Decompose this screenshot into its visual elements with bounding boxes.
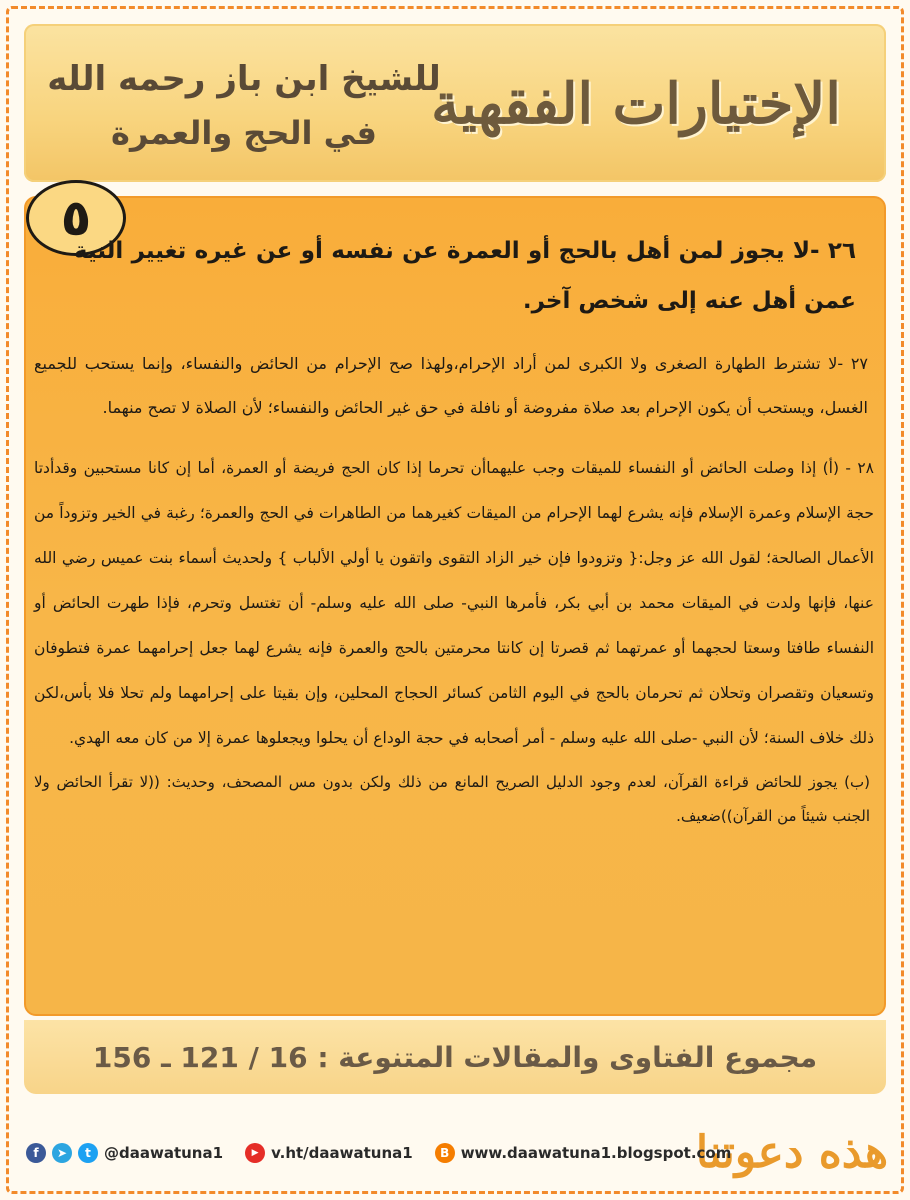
blogger-icon[interactable]: B bbox=[435, 1143, 455, 1163]
subtitle-line1: للشيخ ابن باز رحمه الله bbox=[47, 59, 441, 99]
paragraph-28: ٢٨ - (أ) إذا وصلت الحائض أو النفساء للميقات وجب عليهماأن تحرما إذا كان الحج فريضة أو العمرة، أما إن كانا مستحبين وقدأدتا حجة الإسلام وعمرة الإسلام فإنه يشرع لهما الإحرام من الميقات كغيرهما من الطاهرات في الحج والعمرة؛ رغبة في الخير وتزوداً من الأعمال الصالحة؛ لقول الله عز وجل:{ وتزودوا فإن خير الزاد التقوى واتقون يا أولي الألباب } ولحديث أسماء بنت عميس رضي الله عنها، فإنها ولدت في الميقات محمد بن أبي بكر، فأمرها النبي- صلى الله عليه وسلم- أن تغتسل وتحرم، فإذا طهرت الحائض أو النفساء طافتا وسعتا لحجهما أو عمرتهما ثم قصرتا إن كانتا محرمتين بالحج والعمرة فإنه يشرع لهما جعل إحرامهما عمرة فتطوفان وتسعيان وتقصران وتحلان ثم تحرمان بالحج في اليوم الثامن كسائر الحجاج المحلين، وإن بقيتا على إحرامهما ولم تحلا فلا بأس،لكن ذلك خلاف السنة؛ لأن النبي -صلى الله عليه وسلم - أمر أصحابه في حجة الوداع أن يحلوا ويجعلوها عمرة إلا من كان معه الهدي. bbox=[34, 459, 874, 747]
paragraph-26: ٢٦ -لا يجوز لمن أهل بالحج أو العمرة عن نفسه أو عن غيره تغيير النية عمن أهل عنه إلى شخص آخر. bbox=[74, 238, 856, 314]
reference-text: مجموع الفتاوى والمقالات المتنوعة : 16 / 121 ـ 156 bbox=[92, 1040, 818, 1074]
paragraph-28b: (ب) يجوز للحائض قراءة القرآن، لعدم وجود الدليل الصريح المانع من ذلك ولكن بدون مس المصحف، وحديث: ((لا تقرأ الحائض ولا الجنب شيئاً من القرآن))ضعيف. bbox=[34, 773, 870, 825]
paragraph-27: ٢٧ -لا تشترط الطهارة الصغرى ولا الكبرى لمن أراد الإحرام،ولهذا صح الإحرام من الحائض والنفساء، وإنما يستحب للجميع الغسل، ويستحب أن يكون الإحرام بعد صلاة مفروضة أو نافلة في حق غير الحائض والنفساء؛ لأن الصلاة لا تصح منهما. bbox=[34, 354, 868, 417]
header-banner bbox=[24, 24, 886, 182]
facebook-icon[interactable]: f bbox=[26, 1143, 46, 1163]
blog-link[interactable]: www.daawatuna1.blogspot.com bbox=[460, 1144, 732, 1162]
telegram-icon[interactable]: ➤ bbox=[52, 1143, 72, 1163]
social-links bbox=[26, 1140, 731, 1166]
youtube-icon[interactable]: ▶ bbox=[245, 1143, 265, 1163]
page-title: الإختيارات الفقهية bbox=[431, 71, 841, 137]
fatwa-content bbox=[34, 226, 874, 833]
logo-text: هذه دعوتنا bbox=[695, 1126, 889, 1178]
header-subtitle bbox=[44, 54, 444, 158]
subtitle-line2: في الحج والعمرة bbox=[111, 114, 377, 152]
handle-link[interactable]: @daawatuna1 bbox=[104, 1144, 224, 1162]
number-badge: ٥ bbox=[26, 180, 126, 256]
youtube-link[interactable]: v.ht/daawatuna1 bbox=[271, 1144, 413, 1162]
twitter-icon[interactable]: t bbox=[78, 1143, 98, 1163]
footer bbox=[0, 1108, 910, 1200]
reference-bar bbox=[24, 1020, 886, 1094]
